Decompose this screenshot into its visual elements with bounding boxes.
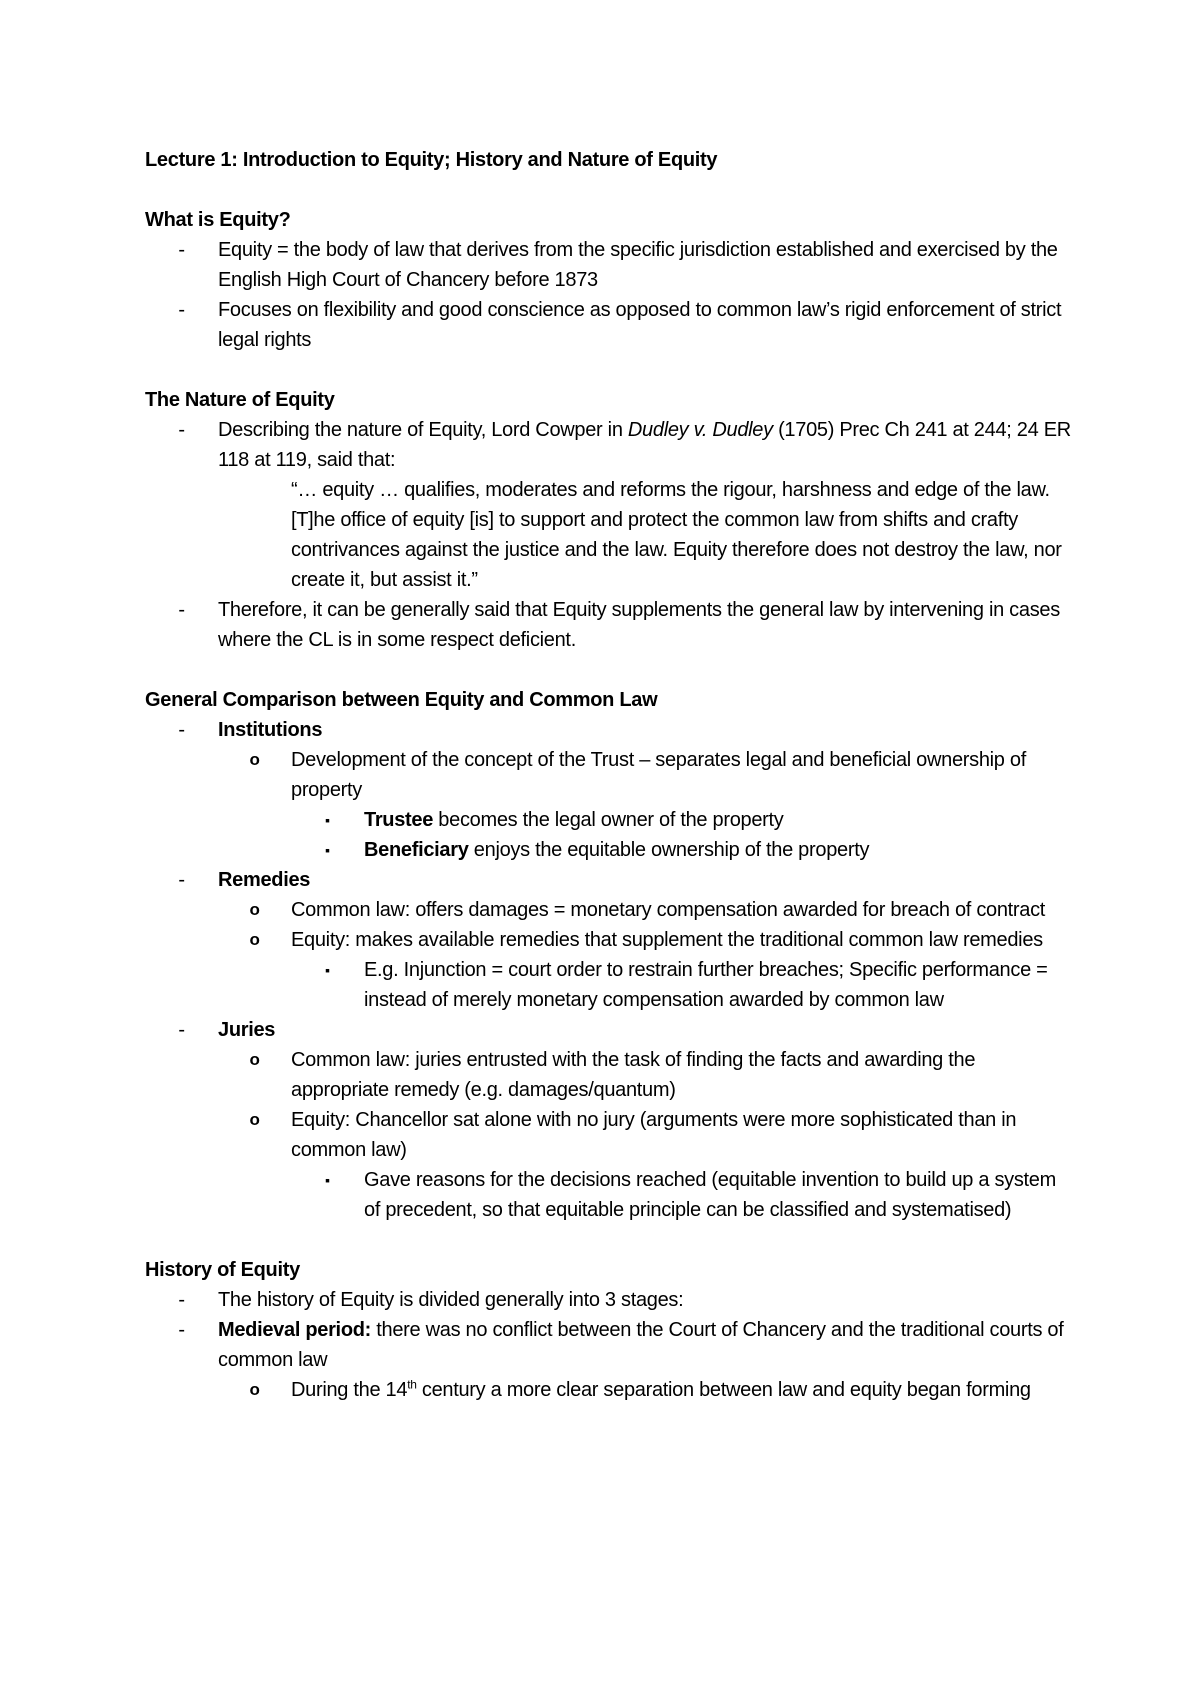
list-item-text: Common law: juries entrusted with the task of finding the facts and awarding the appropriate remedy (e.g. damages/quantum) — [291, 1049, 976, 1101]
term: Trustee — [364, 809, 434, 831]
text-run: (1705) Prec Ch 241 at 244; 24 ER 118 at 119, said that: — [218, 419, 1071, 471]
section-heading-nature-of-equity: The Nature of Equity — [145, 389, 335, 411]
list-item-text: The history of Equity is divided generally into 3 stages: — [218, 1289, 684, 1311]
dash-bullet: - — [178, 239, 185, 261]
list-item — [145, 745, 1075, 805]
dash-bullet: - — [178, 1019, 185, 1041]
dash-bullet: - — [178, 869, 185, 891]
list-item-text — [291, 1375, 1075, 1405]
text-run: there was no conflict between the Court of Chancery and the traditional courts of common law — [218, 1319, 1064, 1371]
list-item — [145, 1045, 1075, 1105]
list-item — [145, 1015, 1075, 1045]
term: Medieval period: — [218, 1319, 372, 1341]
list-item-label: Juries — [218, 1019, 276, 1041]
list-item — [145, 235, 1075, 295]
list-item-text — [364, 835, 1075, 865]
list-item-label: Institutions — [218, 719, 323, 741]
list-item-text: Equity = the body of law that derives from the specific jurisdiction established and exercised by the English High Court of Chancery before 1873 — [218, 239, 1058, 291]
list-item — [145, 715, 1075, 745]
list-item-text — [218, 1315, 1075, 1375]
list-item — [145, 1315, 1075, 1375]
circle-bullet: o — [249, 750, 260, 769]
list-item — [145, 805, 1075, 835]
section-heading-comparison: General Comparison between Equity and Common Law — [145, 689, 658, 711]
list-item — [145, 1375, 1075, 1405]
text-run: century a more clear separation between law and equity began forming — [416, 1379, 1031, 1401]
list-item-text: Focuses on flexibility and good conscience as opposed to common law’s rigid enforcement of strict legal rights — [218, 299, 1062, 351]
dash-bullet: - — [178, 1319, 185, 1341]
section-heading-history-of-equity: History of Equity — [145, 1259, 300, 1281]
square-bullet: ▪ — [325, 842, 330, 858]
case-name: Dudley v. Dudley — [627, 419, 773, 441]
list-item — [145, 295, 1075, 355]
list-item-text: Equity: Chancellor sat alone with no jury (arguments were more sophisticated than in common law) — [291, 1109, 1017, 1161]
text-run: During the 14 — [291, 1379, 408, 1401]
block-quote: “… equity … qualifies, moderates and reforms the rigour, harshness and edge of the law. [T]he office of equity [is] to support and protect the common law from shifts and crafty contrivances against the justice and the law. Equity therefore does not destroy the law, nor create it, but assist it.” — [291, 479, 1062, 591]
square-bullet: ▪ — [325, 1172, 330, 1188]
term: Beneficiary — [364, 839, 469, 861]
list-item-text: Therefore, it can be generally said that Equity supplements the general law by intervening in cases where the CL is in some respect deficient. — [218, 599, 1060, 651]
text-run: enjoys the equitable ownership of the property — [468, 839, 870, 861]
list-item — [145, 835, 1075, 865]
list-item-text: Equity: makes available remedies that supplement the traditional common law remedies — [291, 929, 1043, 951]
lecture-title: Lecture 1: Introduction to Equity; History and Nature of Equity — [145, 149, 718, 171]
list-item-text: Common law: offers damages = monetary compensation awarded for breach of contract — [291, 899, 1046, 921]
dash-bullet: - — [178, 299, 185, 321]
list-item-label: Remedies — [218, 869, 311, 891]
circle-bullet: o — [249, 1110, 260, 1129]
list-item-text — [364, 805, 1075, 835]
list-item — [145, 955, 1075, 1015]
circle-bullet: o — [249, 900, 260, 919]
square-bullet: ▪ — [325, 962, 330, 978]
list-item — [145, 925, 1075, 955]
list-item-text: Development of the concept of the Trust – separates legal and beneficial ownership of property — [291, 749, 1026, 801]
list-item — [145, 415, 1075, 475]
list-item-text: Gave reasons for the decisions reached (equitable invention to build up a system of precedent, so that equitable principle can be classified and systematised) — [364, 1169, 1056, 1221]
document-content — [145, 145, 1075, 1405]
list-item — [145, 1285, 1075, 1315]
dash-bullet: - — [178, 1289, 185, 1311]
dash-bullet: - — [178, 599, 185, 621]
circle-bullet: o — [249, 930, 260, 949]
dash-bullet: - — [178, 419, 185, 441]
text-run: Describing the nature of Equity, Lord Cowper in — [218, 419, 628, 441]
list-item — [145, 595, 1075, 655]
section-heading-what-is-equity: What is Equity? — [145, 209, 291, 231]
list-item — [145, 1105, 1075, 1165]
list-item — [145, 895, 1075, 925]
list-item — [145, 865, 1075, 895]
square-bullet: ▪ — [325, 812, 330, 828]
list-item-text — [218, 415, 1075, 475]
circle-bullet: o — [249, 1050, 260, 1069]
list-item — [145, 1165, 1075, 1225]
text-run: becomes the legal owner of the property — [433, 809, 784, 831]
dash-bullet: - — [178, 719, 185, 741]
circle-bullet: o — [249, 1380, 260, 1399]
superscript: th — [407, 1377, 417, 1392]
list-item-text: E.g. Injunction = court order to restrain further breaches; Specific performance = instead of merely monetary compensation awarded by common law — [364, 959, 1048, 1011]
